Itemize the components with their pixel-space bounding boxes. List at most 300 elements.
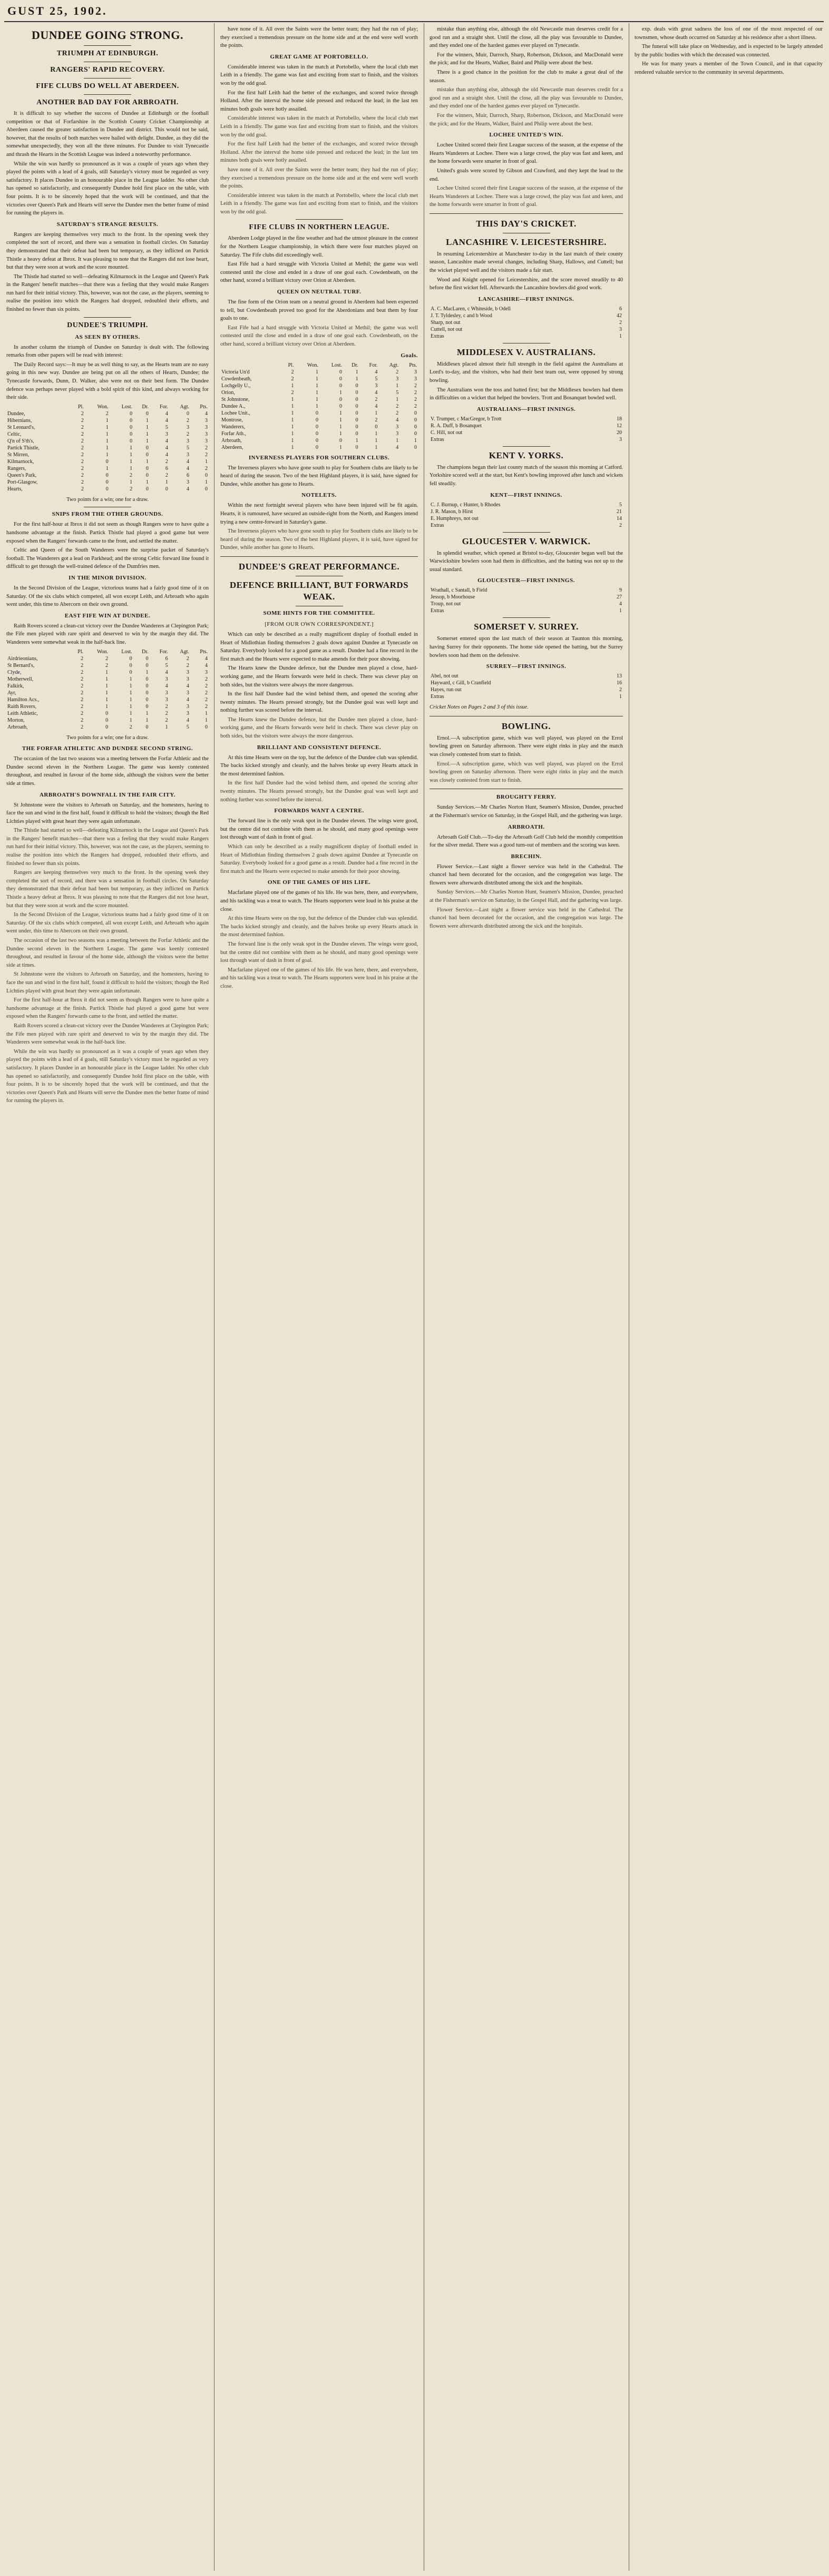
table-row xyxy=(6,724,209,731)
scorecard-row xyxy=(430,429,623,436)
article-paragraph: Considerable interest was taken in the match at Portobello, where the local club met Leith in a friendly. The game was fast and exciting from start to finish, and the visitors won by the odd goal. xyxy=(220,115,418,138)
table-cell: 1 xyxy=(165,479,168,485)
table-row xyxy=(6,690,209,696)
table-cell: 1 xyxy=(130,458,133,465)
table-cell: 3 xyxy=(205,669,208,675)
table-cell: 0 xyxy=(145,696,149,703)
table-cell: Orion, xyxy=(221,389,235,396)
table-cell: 4 xyxy=(375,369,378,375)
table-cell: 3 xyxy=(186,690,189,696)
league-table xyxy=(6,404,209,493)
column-1 xyxy=(6,25,209,2571)
table-cell: 0 xyxy=(145,662,149,668)
column-header: Dr. xyxy=(142,404,149,410)
table-cell: 2 xyxy=(186,431,189,437)
section-heading: GLOUCESTER V. WARWICK. xyxy=(462,536,591,546)
table-cell: St Bernard's, xyxy=(7,662,35,668)
column-header xyxy=(6,404,70,410)
column-header: Pts. xyxy=(200,648,208,655)
table-cell: 5 xyxy=(186,445,189,451)
table-cell: Kilmarnock, xyxy=(7,458,34,465)
section-heading: SOMERSET V. SURREY. xyxy=(474,622,579,632)
article-paragraph: St Johnstone were the visitors to Arbroath on Saturday, and the homesters, having to face the sun and wind in the first half, found it difficult to hold the visitors; though the Red Lichties played with great heart they were again unfortunate. xyxy=(6,971,209,994)
article-paragraph: Ernol.—A subscription game, which was well played, was played on the Errol bowling green on Saturday afternoon. There were eight rinks in play and the match was closely contested from start to finish. xyxy=(430,735,623,758)
article-paragraph: The occasion of the last two seasons was a meeting between the Forfar Athletic and the Dundee second eleven in the Northern League. The game was keenly contested throughout, and resulted in favour of the home side, although the visitors were the better side at times. xyxy=(6,756,209,786)
table-cell: Q'n of S'th's, xyxy=(7,438,34,444)
scorecard-cell: J. R. Mason, b Hirst xyxy=(431,508,473,515)
article-paragraph: The Australians won the toss and batted first; but the Middlesex bowlers had them in difficulties on a wicket that helped the bowlers. Trott and Bosanquet bowled well. xyxy=(430,387,623,401)
table-cell: 2 xyxy=(81,438,84,444)
column-header: Dr. xyxy=(142,648,149,655)
table-cell: 2 xyxy=(105,655,109,662)
table-cell: 4 xyxy=(186,458,189,465)
table-cell: 0 xyxy=(130,424,133,430)
column-header: Pts. xyxy=(200,404,208,410)
table-cell: 0 xyxy=(205,472,208,478)
column-header: Pts. xyxy=(409,362,417,368)
table-cell: Victoria Un'd xyxy=(221,369,250,375)
table-cell: 4 xyxy=(205,410,208,417)
table-title: Goals. xyxy=(401,352,418,359)
article-paragraph: He was for many years a member of the Town Council, and in that capacity rendered valuable service to the community in several departments. xyxy=(635,61,823,75)
section-heading: BROUGHTY FERRY. xyxy=(496,794,557,801)
article-paragraph: Within the next fortnight several players who have been injured will be fit again. Hearts, it is rumoured, have secured an outside-right from the North, and Rangers intend trying a new centre-forward in Saturday's game. xyxy=(220,503,418,525)
table-cell: 3 xyxy=(205,438,208,444)
table-cell: 6 xyxy=(165,465,168,471)
table-cell: 0 xyxy=(316,444,319,450)
table-cell: 1 xyxy=(105,676,109,682)
scorecard-row xyxy=(430,515,623,522)
table-cell: 2 xyxy=(205,465,208,471)
article-paragraph: Which can only be described as a really magnificent display of football ended in Heart of Midlothian finding themselves 2 goals down against Dundee at Tynecastle on Saturday. Everybody looked for a good game as a result. Dundee had a fine record in the first match and the Hearts were expected to make amends for their poor showing. xyxy=(220,844,418,874)
table-cell: 1 xyxy=(291,417,294,423)
table-cell: 1 xyxy=(291,396,294,402)
section-heading: NOTELETS. xyxy=(301,492,337,499)
table-cell: 4 xyxy=(165,417,168,424)
table-cell: 1 xyxy=(291,382,294,389)
table-cell: 1 xyxy=(396,437,399,444)
article-paragraph: The funeral will take place on Wednesday, and is expected to be largely attended by the public bodies with which the deceased was connected. xyxy=(635,44,823,58)
article-paragraph: exp. deals with great sadness the loss of one of the most respected of our townsmen, whose death occurred on Saturday at his residence after a short illness. xyxy=(635,26,823,41)
table-cell: 2 xyxy=(205,690,208,696)
table-cell: 0 xyxy=(129,669,132,675)
column-header xyxy=(6,648,70,655)
table-cell: 0 xyxy=(339,437,343,444)
subheadline: TRIUMPH AT EDINBURGH. xyxy=(56,50,159,57)
table-cell: 2 xyxy=(414,382,417,389)
table-cell: 0 xyxy=(355,396,358,402)
table-cell: 4 xyxy=(165,445,168,451)
article-paragraph: The forward line is the only weak spot in the Dundee eleven. The wings were good, but the centre did not combine with them as he should, and many good openings were lost through want of dash in front of goal. xyxy=(220,818,418,841)
scorecard-cell: V. Trumper, c MacGregor, b Trott xyxy=(431,416,502,422)
table-cell: 0 xyxy=(316,437,319,444)
table-cell: 1 xyxy=(129,683,132,689)
table-row xyxy=(220,369,418,376)
table-cell: 1 xyxy=(145,438,149,444)
table-cell: 0 xyxy=(355,444,358,450)
article-paragraph: Macfarlane played one of the games of his life. He was here, there, and everywhere, and his tackling was a treat to watch. The Hearts supporters were loud in his praise at the close. xyxy=(220,890,418,912)
table-cell: 4 xyxy=(186,696,189,703)
article-paragraph: Lochee United scored their first League success of the season, at the expense of the Hearts Wanderers at Lochee. There was a large crowd, the play was fast and keen, and the home forwards were smarter in front of goal. xyxy=(430,185,623,208)
table-cell: 1 xyxy=(129,676,132,682)
article-paragraph: The occasion of the last two seasons was a meeting between the Forfar Athletic and the Dundee second eleven in the Northern League. The game was keenly contested throughout, and resulted in favour of the home side, although the visitors were the better side at times. xyxy=(6,938,209,968)
table-cell: 0 xyxy=(130,410,133,417)
article-paragraph: Middlesex placed almost their full strength in the field against the Australians at Lord's to-day, and the visitors, who had their best team out, were opposed by strong bowling. xyxy=(430,361,623,384)
scorecard-row xyxy=(430,436,623,443)
article-paragraph: For the winners, Muir, Darroch, Sharp, Robertson, Dickson, and MacDonald were the pick; and for the Hearts, Walker, Baird and Philip were about the best. xyxy=(430,112,623,127)
table-cell: 1 xyxy=(205,479,208,485)
article-paragraph: For the first half Leith had the better of the exchanges, and scored twice through Holland. After the interval the home side pressed and reduced the lead; in the last ten minutes both goals were hotly assailed. xyxy=(220,90,418,112)
subheadline: LANCASHIRE V. LEICESTERSHIRE. xyxy=(446,237,607,247)
table-cell: 1 xyxy=(129,690,132,696)
table-cell: Arbroath, xyxy=(221,437,242,444)
scorecard-cell: 9 xyxy=(619,587,622,594)
table-cell: Rangers, xyxy=(7,465,26,471)
table-row xyxy=(6,451,209,458)
scorecard-row xyxy=(430,601,623,607)
column-3 xyxy=(430,25,623,2571)
table-cell: 2 xyxy=(186,655,189,662)
section-heading: MIDDLESEX V. AUSTRALIANS. xyxy=(456,347,596,357)
headline: DUNDEE GOING STRONG. xyxy=(31,28,184,42)
column-header: Lost. xyxy=(331,362,343,368)
table-cell: 2 xyxy=(186,662,189,668)
article-paragraph: The Thistle had started so well—defeating Kilmarnock in the League and Queen's Park in the Rangers' benefit matches—that there was a feeling that they would make Rangers run hard for their initial victory. This, however, was not the case, as the players, seeming to realise the position into which the Rangers had dropped, redoubled their efforts, and finished no fewer than six points. xyxy=(6,828,209,867)
column-header: Won. xyxy=(97,648,109,655)
scorecard-cell: C. Hill, not out xyxy=(431,429,463,436)
table-cell: 3 xyxy=(205,417,208,424)
table-cell: 0 xyxy=(339,403,343,409)
table-row xyxy=(6,479,209,486)
table-row xyxy=(6,717,209,724)
column-header: Dr. xyxy=(352,362,358,368)
section-heading: INVERNESS PLAYERS FOR SOUTHERN CLUBS. xyxy=(248,454,390,461)
article-paragraph: At this time Hearts were on the top, but the defence of the Dundee club was splendid. The backs kicked strongly and cleanly, and the halves broke up every Hearts attack in the most determined fashion. xyxy=(220,754,418,777)
table-cell: 1 xyxy=(105,451,109,458)
table-cell: 3 xyxy=(396,424,399,430)
table-cell: 4 xyxy=(396,444,399,450)
table-cell: St Leonard's, xyxy=(7,424,35,430)
article-paragraph: The Inverness players who have gone south to play for Southern clubs are likely to be heard of during the season. Two of the best Highland players, it is said, have signed for Dundee, while another has gone to Hearts. xyxy=(220,528,418,551)
table-row xyxy=(220,424,418,430)
article-paragraph: Ernol.—A subscription game, which was well played, was played on the Errol bowling green on Saturday afternoon. There were eight rinks in play and the match was closely contested from start to finish. xyxy=(430,761,623,783)
table-cell: 1 xyxy=(130,451,133,458)
article-paragraph: Lochee United scored their first League success of the season, at the expense of the Hearts Wanderers at Lochee. There was a large crowd, the play was fast and keen, and the home forwards were smarter in front of goal. xyxy=(430,142,623,165)
scorecard-row xyxy=(430,607,623,614)
table-cell: 1 xyxy=(291,437,294,444)
table-row xyxy=(6,696,209,703)
table-cell: 1 xyxy=(105,424,109,430)
table-cell: Ayr, xyxy=(7,690,16,696)
table-cell: 0 xyxy=(145,451,149,458)
table-cell: 1 xyxy=(105,438,109,444)
table-cell: 0 xyxy=(130,431,133,437)
scorecard-cell: 1 xyxy=(619,694,622,700)
scorecard-cell: Extras xyxy=(431,333,444,339)
table-cell: 1 xyxy=(355,437,358,444)
table-cell: 4 xyxy=(396,417,399,423)
table-cell: 1 xyxy=(145,431,149,437)
scorecard-cell: J. T. Tyldesley, c and b Wood xyxy=(431,312,492,319)
article-paragraph: The forward line is the only weak spot in the Dundee eleven. The wings were good, but the centre did not combine with them as he should, and many good openings were lost through want of dash in front of goal. xyxy=(220,941,418,964)
scorecard-row xyxy=(430,693,623,700)
table-row xyxy=(6,710,209,717)
article-paragraph: Raith Rovers scored a clean-cut victory over the Dundee Wanderers at Clepington Park; the Fife men played with rare spirit and deserved to win by the margin they did. The Wanderers were somewhat weak in the half-back line. xyxy=(6,1022,209,1046)
article-paragraph: While the win was hardly so pronounced as it was a couple of years ago when they played the points with a lead of 4 goals, still Saturday's victory must be regarded as very satisfactory. It places Dundee in an honourable place in the League ladder. No other club has opened so satisfactorily, and consequently Dundee hold first place on the table, with four points. It is to be sincerely hoped that the work will be continued, and that the victories over Queen's Park and Hearts will serve the Dundee men the better frame of mind for running the players in. xyxy=(6,1048,209,1104)
table-cell: 1 xyxy=(291,444,294,450)
table-cell: Dundee A., xyxy=(221,403,246,409)
table-cell: 0 xyxy=(414,444,417,450)
column-header: For. xyxy=(160,404,168,410)
table-cell: 1 xyxy=(105,417,109,424)
divider xyxy=(296,219,343,220)
table-cell: 1 xyxy=(291,410,294,416)
section-heading: EAST FIFE WIN AT DUNDEE. xyxy=(64,612,151,619)
table-cell: 4 xyxy=(375,403,378,409)
table-cell: 0 xyxy=(105,486,109,492)
table-cell: 1 xyxy=(145,669,149,675)
table-cell: 2 xyxy=(375,417,378,423)
scorecard-title: SURREY—FIRST INNINGS. xyxy=(486,663,567,670)
table-cell: Dundee, xyxy=(7,410,25,417)
table-cell: 2 xyxy=(291,389,294,396)
article-paragraph: In the Second Division of the League, victorious teams had a fairly good time of it on Saturday. Of the six clubs which competed, all won except Leith, and Arbroath who again went under, this time to Abercorn on their own ground. xyxy=(6,912,209,935)
scorecard-cell: 13 xyxy=(617,673,622,680)
table-cell: 3 xyxy=(186,703,189,710)
table-cell: 3 xyxy=(186,676,189,682)
table-cell: 1 xyxy=(105,445,109,451)
scorecard-cell: Hayward, c Gill, b Cranfield xyxy=(431,680,491,686)
table-row xyxy=(220,396,418,403)
table-cell: 1 xyxy=(145,710,149,716)
article-paragraph: Sunday Services.—Mr Charles Norton Hunt, Seamen's Mission, Dundee, preached at the Fisherman's service on Saturday, in the Gospel Hall, and the gathering was large. xyxy=(430,804,623,819)
table-cell: 0 xyxy=(105,710,109,716)
cross-reference-note: Cricket Notes on Pages 2 and 3 of this issue. xyxy=(430,704,529,711)
table-cell: 1 xyxy=(105,690,109,696)
table-cell: Leith Athletic, xyxy=(7,710,38,716)
column-header: Lost. xyxy=(121,648,132,655)
table-cell: 2 xyxy=(81,417,84,424)
article-paragraph: There is a good chance in the position for the club to make a great deal of the season. xyxy=(430,69,623,84)
section-heading: IN THE MINOR DIVISION. xyxy=(69,574,147,581)
league-table xyxy=(6,648,209,731)
table-header-row xyxy=(6,404,209,410)
article-paragraph: Flower Service.—Last night a flower service was held in the Cathedral. The chancel had been decorated for the occasion, and the congregation was large. The flowers were afterwards distributed among the sick and the hospitals. xyxy=(430,863,623,886)
table-cell: 1 xyxy=(291,403,294,409)
table-cell: 1 xyxy=(316,389,319,396)
scorecard-row xyxy=(430,594,623,601)
scorecard-row xyxy=(430,680,623,686)
column-header: Pl. xyxy=(288,362,294,368)
table-cell: 2 xyxy=(414,403,417,409)
table-cell: 4 xyxy=(165,451,168,458)
table-cell: 0 xyxy=(105,724,109,730)
article-paragraph: mistake than anything else, although the old Newcastle man deserves credit for a good run and a straight shot. Until the close, all the play was favourable to Dundee, and they ended one of the hardest games ever played on Tynecastle. xyxy=(430,87,623,110)
table-cell: 2 xyxy=(165,703,168,710)
section-heading: SOME HINTS FOR THE COMMITTEE. xyxy=(263,609,375,616)
table-cell: 1 xyxy=(339,417,343,423)
table-cell: 6 xyxy=(186,472,189,478)
column-header: Won. xyxy=(307,362,319,368)
table-cell: 0 xyxy=(145,690,149,696)
table-cell: Airdrieonians, xyxy=(7,655,38,662)
scorecard-row xyxy=(430,587,623,594)
scorecard-cell: 5 xyxy=(619,502,622,508)
table-cell: 1 xyxy=(396,396,399,402)
table-cell: 3 xyxy=(186,451,189,458)
table-cell: 0 xyxy=(339,396,343,402)
article-paragraph: The Inverness players who have gone south to play for Southern clubs are likely to be heard of during the season. Two of the best Highland players, it is said, have signed for Dundee, while another has gone to Hearts. xyxy=(220,465,418,487)
scorecard-cell: 3 xyxy=(619,436,622,443)
divider xyxy=(84,94,131,95)
section-heading: THE FORFAR ATHLETIC AND DUNDEE SECOND STRING. xyxy=(22,745,193,752)
scorecard-title: GLOUCESTER—FIRST INNINGS. xyxy=(477,577,575,584)
table-cell: 2 xyxy=(165,472,168,478)
article-paragraph: At this time Hearts were on the top, but the defence of the Dundee club was splendid. The backs kicked strongly and cleanly, and the halves broke up every Hearts attack in the most determined fashion. xyxy=(220,916,418,938)
table-cell: 2 xyxy=(396,410,399,416)
table-cell: 1 xyxy=(130,445,133,451)
table-cell: 1 xyxy=(105,703,109,710)
scorecard-cell: 1 xyxy=(619,608,622,614)
table-cell: 4 xyxy=(205,662,208,668)
divider xyxy=(430,213,623,214)
table-cell: 2 xyxy=(81,458,84,465)
column-4 xyxy=(635,25,823,2571)
scorecard-row xyxy=(430,326,623,333)
headline: THIS DAY'S CRICKET. xyxy=(476,218,577,229)
scorecard-title: AUSTRALIANS—FIRST INNINGS. xyxy=(476,406,576,412)
table-cell: 1 xyxy=(375,430,378,437)
subheadline: FIFE CLUBS DO WELL AT ABERDEEN. xyxy=(36,82,179,90)
table-cell: 2 xyxy=(81,486,84,492)
table-cell: 3 xyxy=(205,424,208,430)
table-cell: 0 xyxy=(355,430,358,437)
section-heading: FORWARDS WANT A CENTRE. xyxy=(274,808,364,814)
table-cell: 0 xyxy=(355,382,358,389)
table-cell: Montrose, xyxy=(221,417,243,423)
table-cell: 2 xyxy=(81,683,84,689)
table-cell: Raith Rovers, xyxy=(7,703,36,710)
section-heading: ARBROATH'S DOWNFALL IN THE FAIR CITY. xyxy=(39,791,176,798)
article-paragraph: St Johnstone were the visitors to Arbroath on Saturday, and the homesters, having to face the sun and wind in the first half, found it difficult to hold the visitors; though the Red Lichties played with great heart they were again unfortunate. xyxy=(6,802,209,824)
table-cell: 2 xyxy=(396,369,399,375)
table-cell: 0 xyxy=(186,410,189,417)
table-cell: 2 xyxy=(165,717,168,723)
subheadline: RANGERS' RAPID RECOVERY. xyxy=(50,66,165,74)
table-cell: 0 xyxy=(145,445,149,451)
table-cell: 2 xyxy=(81,710,84,716)
table-cell: 2 xyxy=(186,417,189,424)
table-cell: 2 xyxy=(165,458,168,465)
scorecard-cell: Extras xyxy=(431,436,444,443)
table-cell: 2 xyxy=(81,690,84,696)
scorecard-cell: 27 xyxy=(617,594,622,601)
scorecard xyxy=(430,502,623,529)
table-cell: 1 xyxy=(129,696,132,703)
article-paragraph: In splendid weather, which opened at Bristol to-day, Gloucester began well but the Warwickshire bowlers soon had them in difficulties, and the batting was not up to the usual standard. xyxy=(430,550,623,573)
table-cell: 0 xyxy=(105,479,109,485)
scorecard-row xyxy=(430,422,623,429)
issue-date: GUST 25, 1902. xyxy=(7,4,108,17)
section-heading: BRECHIN. xyxy=(511,853,542,860)
table-cell: 5 xyxy=(165,662,168,668)
column-2 xyxy=(220,25,418,2571)
scorecard-cell: 6 xyxy=(619,306,622,312)
table-cell: 1 xyxy=(316,403,319,409)
table-row xyxy=(220,410,418,417)
table-cell: 0 xyxy=(205,486,208,492)
article-paragraph: Rangers are keeping themselves very much to the front. In the opening week they completed the sort of record, and there was a sensation in football circles. On Saturday they demonstrated that their defeat had been but temporary, as they inflicted on Partick Thistle a heavy defeat at Ibrox. It was pleasing to note that the Rangers did not lose heart, but that they were soon at work and the score mounted. xyxy=(6,870,209,909)
article-paragraph: have none of it. All over the Saints were the better team; they had the run of play; they exercised a tremendous pressure on the home side and at the end were well worth the points. xyxy=(220,26,418,49)
table-cell: 0 xyxy=(414,417,417,423)
scorecard-cell: 21 xyxy=(617,508,622,515)
table-cell: 2 xyxy=(81,696,84,703)
table-cell: Hearts, xyxy=(7,486,23,492)
article-paragraph: Wood and Knight opened for Leicestershire, and the score moved steadily to 40 before the first wicket fell. Afterwards the Lancashire bowlers did good work. xyxy=(430,277,623,291)
table-cell: 3 xyxy=(186,669,189,675)
article-paragraph: The Hearts knew the Dundee defence, but the Dundee men played a close, hard-working game, and the Hearts forwards were held in check. There was clever play on both sides, but the visitors were always the more dangerous. xyxy=(220,665,418,688)
table-cell: 2 xyxy=(81,676,84,682)
scorecard-cell: 18 xyxy=(617,416,622,422)
table-cell: 2 xyxy=(205,676,208,682)
scorecard-cell: Wrathall, c Santall, b Field xyxy=(431,587,487,594)
section-heading: DUNDEE'S TRIUMPH. xyxy=(67,321,148,329)
table-cell: 2 xyxy=(105,662,109,668)
table-cell: 1 xyxy=(339,410,343,416)
table-row xyxy=(220,403,418,410)
table-row xyxy=(220,376,418,382)
scorecard-cell: 2 xyxy=(619,319,622,326)
scorecard-row xyxy=(430,312,623,319)
scorecard-row xyxy=(430,502,623,508)
scorecard-cell: 1 xyxy=(619,333,622,339)
scorecard-row xyxy=(430,673,623,680)
table-cell: 3 xyxy=(414,369,417,375)
section-heading: GREAT GAME AT PORTOBELLO. xyxy=(270,53,368,60)
article-paragraph: For the first half-hour at Ibrox it did not seem as though Rangers were to have quite a handsome advantage at the finish. Partick Thistle had played a good game but were exposed when the Rangers' forwards came to the front, and settled the matter. xyxy=(6,997,209,1020)
table-cell: 2 xyxy=(81,424,84,430)
article-paragraph: In the first half Dundee had the wind behind them, and opened the scoring after twenty minutes. The Hearts pressed strongly, but the Dundee goal was well kept and nothing further was scored before the interval. xyxy=(220,691,418,714)
column-header xyxy=(220,362,280,369)
scorecard-cell: Cuttell, not out xyxy=(431,326,463,332)
article-paragraph: It is difficult to say whether the success of Dundee at Edinburgh or the football competition or that of Forfarshire in the Scottish County Cricket Championship at Aberdeen caused the greater satisfaction in Dundee and district. This would not be said, however, that the results of both matches were hailed with delight. Dundee, as they did the somewhat unexpectedly, they won all the three minutes. For Dundee to visit Tynecastle and thrash the Hearts in the Scottish League was indeed a noteworthy performance. xyxy=(6,111,209,158)
table-cell: 2 xyxy=(81,451,84,458)
table-cell: 2 xyxy=(205,683,208,689)
article-paragraph: East Fife had a hard struggle with Victoria United at Methil; the game was well contested until the close and ended in a draw of one goal each. Cowdenbeath, on the other hand, scored a brilliant victory over Orion at Aberdeen. xyxy=(220,325,418,347)
table-cell: 1 xyxy=(291,430,294,437)
table-cell: 1 xyxy=(129,710,132,716)
table-cell: 6 xyxy=(165,655,168,662)
scorecard-title: LANCASHIRE—FIRST INNINGS. xyxy=(478,296,574,302)
table-cell: 1 xyxy=(105,669,109,675)
table-cell: 4 xyxy=(165,683,168,689)
table-cell: 0 xyxy=(339,369,343,375)
table-cell: 0 xyxy=(316,430,319,437)
table-cell: 2 xyxy=(414,389,417,396)
table-cell: 3 xyxy=(186,438,189,444)
article-paragraph: Rangers are keeping themselves very much to the front. In the opening week they completed the sort of record, and there was a sensation in football circles. On Saturday they demonstrated that their defeat had been but temporary, as they inflicted on Partick Thistle a heavy defeat at Ibrox. It was pleasing to note that the Rangers did not lose heart, but that they were soon at work and the score mounted. xyxy=(6,231,209,271)
article-paragraph: Macfarlane played one of the games of his life. He was here, there, and everywhere, and his tackling was a treat to watch. The Hearts supporters were loud in his praise at the close. xyxy=(220,967,418,989)
table-cell: 2 xyxy=(396,403,399,409)
table-cell: 1 xyxy=(375,444,378,450)
scorecard-cell: 42 xyxy=(617,312,622,319)
scorecard-cell: E. Humphreys, not out xyxy=(431,515,479,522)
scorecard-cell: Sharp, not out xyxy=(431,319,461,326)
table-cell: 1 xyxy=(316,369,319,375)
table-cell: 1 xyxy=(316,376,319,382)
table-cell: 1 xyxy=(105,683,109,689)
table-cell: 2 xyxy=(81,655,84,662)
